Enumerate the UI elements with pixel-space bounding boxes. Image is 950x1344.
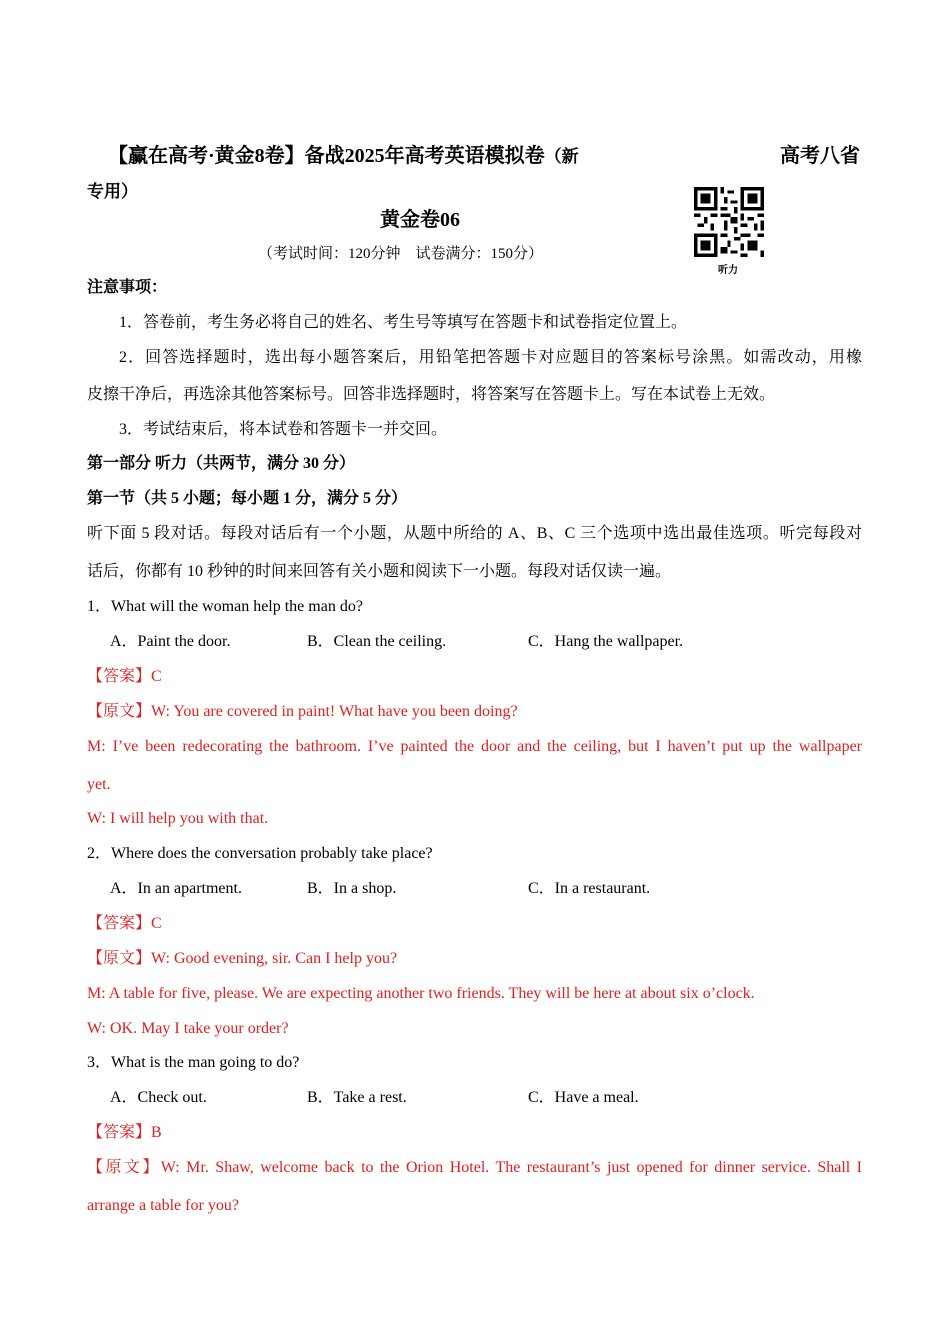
question-2-option-a: A．In an apartment.: [110, 880, 242, 897]
notice-item-3: 3．考试结束后，将本试卷和答题卡一并交回。: [119, 421, 448, 438]
question-3-script-line1a: [87, 1158, 862, 1178]
question-3-option-c: C．Have a meal.: [528, 1089, 639, 1106]
notice-heading: 注意事项：: [87, 279, 168, 296]
title-right: 高考八省: [780, 145, 860, 167]
answer-value: C: [151, 668, 162, 685]
script-label: 【原文】: [87, 950, 152, 967]
question-3-script-line1b: arrange a table for you?: [87, 1197, 239, 1214]
exam-title: [108, 139, 579, 168]
script-text: W: Mr. Shaw, welcome back to the Orion Hotel. The restaurant’s just opened for dinner service. Shall I: [160, 1159, 862, 1176]
script-label: 【原文】: [87, 1159, 161, 1176]
question-2-script-line3: W: OK. May I take your order?: [87, 1020, 289, 1037]
question-3-option-b: B．Take a rest.: [307, 1089, 407, 1106]
title-main: 【赢在高考·黄金8卷】备战2025年高考英语模拟卷: [108, 145, 545, 167]
notice-item-2-line2: 皮擦干净后，再选涂其他答案标号。回答非选择题时，将答案写在答题卡上。写在本试卷上无效。: [87, 386, 776, 403]
answer-label: 【答案】: [87, 915, 152, 932]
part1-heading: 第一部分 听力（共两节，满分 30 分）: [87, 455, 356, 472]
answer-label: 【答案】: [87, 1124, 152, 1141]
question-2-option-c: C．In a restaurant.: [528, 880, 651, 897]
question-2-answer: [87, 914, 162, 934]
question-2-script-line1: [87, 949, 397, 969]
question-1-answer: [87, 667, 162, 687]
exam-info: （考试时间：120分钟 试卷满分：150分）: [258, 246, 544, 262]
answer-label: 【答案】: [87, 668, 152, 685]
qr-code-icon[interactable]: [694, 187, 764, 262]
question-2-script-line2: M: A table for five, please. We are expecting another two friends. They will be here at about six o’clock.: [87, 985, 755, 1002]
question-1-option-b: B．Clean the ceiling.: [307, 633, 447, 650]
question-2-option-b: B．In a shop.: [307, 880, 397, 897]
question-3-stem: 3．What is the man going to do?: [87, 1054, 300, 1071]
question-1-script-line3: W: I will help you with that.: [87, 810, 269, 827]
answer-value: C: [151, 915, 162, 932]
question-3-option-a: A．Check out.: [110, 1089, 207, 1106]
paper-subtitle: 黄金卷06: [380, 209, 460, 231]
instructions-line1: 听下面 5 段对话。每段对话后有一个小题，从题中所给的 A、B、C 三个选项中选出最佳选项。听完每段对: [87, 525, 862, 542]
title-paren: （新: [544, 147, 579, 166]
notice-item-1: 1．答卷前，考生务必将自己的姓名、考生号等填写在答题卡和试卷指定位置上。: [119, 314, 688, 331]
question-1-script-line2a: M: I’ve been redecorating the bathroom. I’ve painted the door and the ceiling, but I haven’t put up the wallpaper: [87, 738, 862, 755]
question-1-stem: 1．What will the woman help the man do?: [87, 598, 363, 615]
question-3-answer: [87, 1123, 162, 1143]
question-1-option-c: C．Hang the wallpaper.: [528, 633, 684, 650]
instructions-line2: 话后，你都有 10 秒钟的时间来回答有关小题和阅读下一小题。每段对话仅读一遍。: [87, 563, 672, 580]
notice-item-2-line1: 2．回答选择题时，选出每小题答案后，用铅笔把答题卡对应题目的答案标号涂黑。如需改动，用橡: [119, 349, 862, 366]
script-text: W: Good evening, sir. Can I help you?: [151, 950, 398, 967]
answer-value: B: [151, 1124, 162, 1141]
question-2-stem: 2．Where does the conversation probably take place?: [87, 845, 433, 862]
script-text: W: You are covered in paint! What have you been doing?: [151, 703, 518, 720]
section1-heading: 第一节（共 5 小题；每小题 1 分，满分 5 分）: [87, 490, 408, 507]
title-line2: 专用）: [87, 182, 138, 201]
question-1-option-a: A．Paint the door.: [110, 633, 231, 650]
question-1-script-line2b: yet.: [87, 776, 111, 793]
question-1-script-line1: [87, 702, 518, 722]
script-label: 【原文】: [87, 703, 152, 720]
qr-label: 听力: [718, 265, 738, 276]
